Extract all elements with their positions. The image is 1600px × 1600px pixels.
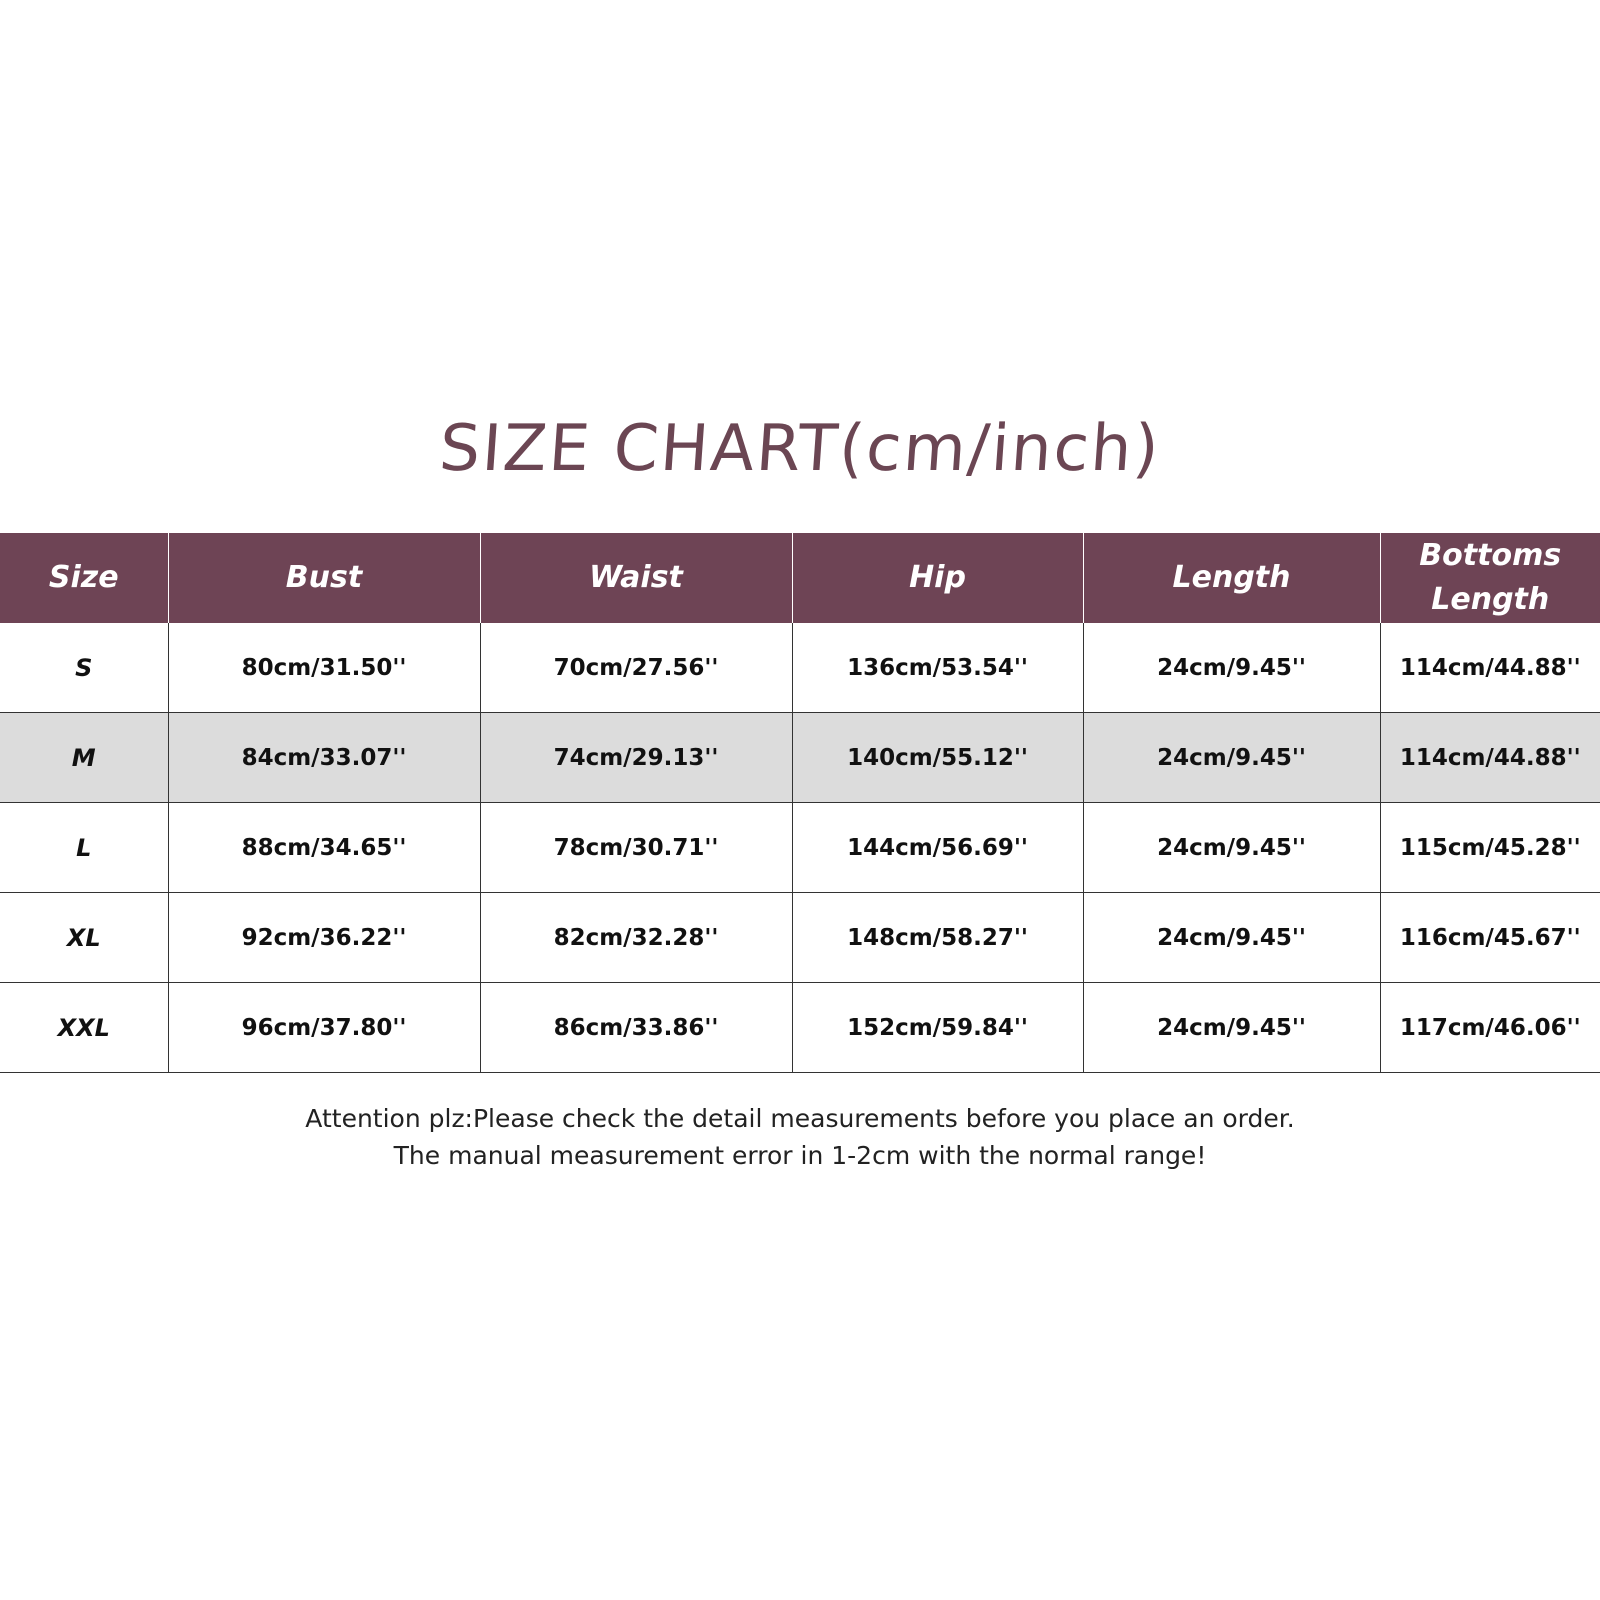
- chart-title: SIZE CHART(cm/inch): [437, 412, 1163, 486]
- length-cell: 24cm/9.45'': [1083, 983, 1380, 1073]
- length-cell: 24cm/9.45'': [1083, 803, 1380, 893]
- hip-cell: 148cm/58.27'': [792, 893, 1083, 983]
- bust-cell: 96cm/37.80'': [168, 983, 480, 1073]
- bottoms-length-cell: 117cm/46.06'': [1380, 983, 1600, 1073]
- bottoms-length-cell: 114cm/44.88'': [1380, 713, 1600, 803]
- hip-cell: 140cm/55.12'': [792, 713, 1083, 803]
- waist-cell: 70cm/27.56'': [480, 623, 792, 713]
- header-bottoms-length: [1380, 533, 1600, 623]
- length-cell: 24cm/9.45'': [1083, 623, 1380, 713]
- header-size: Size: [0, 533, 168, 623]
- header-bust: Bust: [168, 533, 480, 623]
- size-cell: S: [0, 623, 168, 713]
- size-cell: XXL: [0, 983, 168, 1073]
- header-bottoms-length-line2: Length: [1431, 582, 1550, 617]
- table-row: [0, 893, 1600, 983]
- length-cell: 24cm/9.45'': [1083, 713, 1380, 803]
- table-row: [0, 713, 1600, 803]
- waist-cell: 78cm/30.71'': [480, 803, 792, 893]
- size-table: [0, 533, 1600, 1073]
- table-row: [0, 623, 1600, 713]
- size-cell: XL: [0, 893, 168, 983]
- table-header-row: [0, 533, 1600, 623]
- waist-cell: 82cm/32.28'': [480, 893, 792, 983]
- header-hip: Hip: [792, 533, 1083, 623]
- attention-note-line1: Attention plz:Please check the detail measurements before you place an order.: [305, 1104, 1295, 1133]
- table-row: [0, 803, 1600, 893]
- waist-cell: 86cm/33.86'': [480, 983, 792, 1073]
- hip-cell: 136cm/53.54'': [792, 623, 1083, 713]
- size-cell: L: [0, 803, 168, 893]
- header-bottoms-length-line1: Bottoms: [1419, 538, 1562, 573]
- attention-note: [0, 1100, 1600, 1174]
- size-cell: M: [0, 713, 168, 803]
- attention-note-line2: The manual measurement error in 1-2cm with the normal range!: [393, 1141, 1207, 1170]
- header-length: Length: [1083, 533, 1380, 623]
- bottoms-length-cell: 114cm/44.88'': [1380, 623, 1600, 713]
- table-row: [0, 983, 1600, 1073]
- hip-cell: 152cm/59.84'': [792, 983, 1083, 1073]
- bust-cell: 80cm/31.50'': [168, 623, 480, 713]
- bust-cell: 92cm/36.22'': [168, 893, 480, 983]
- header-waist: Waist: [480, 533, 792, 623]
- hip-cell: 144cm/56.69'': [792, 803, 1083, 893]
- waist-cell: 74cm/29.13'': [480, 713, 792, 803]
- bottoms-length-cell: 115cm/45.28'': [1380, 803, 1600, 893]
- bottoms-length-cell: 116cm/45.67'': [1380, 893, 1600, 983]
- bust-cell: 88cm/34.65'': [168, 803, 480, 893]
- bust-cell: 84cm/33.07'': [168, 713, 480, 803]
- length-cell: 24cm/9.45'': [1083, 893, 1380, 983]
